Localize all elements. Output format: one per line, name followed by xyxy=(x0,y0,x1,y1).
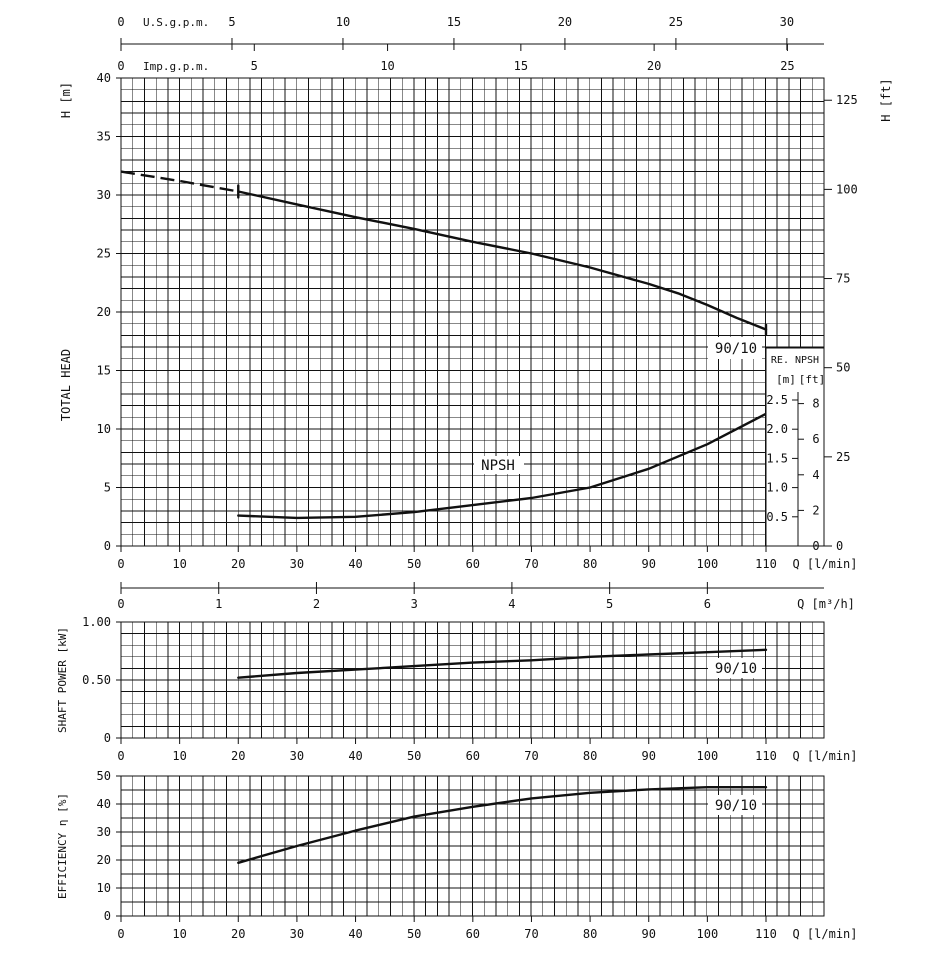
power-curve xyxy=(238,650,766,678)
eff-x-axis-label: Q [l/min] xyxy=(792,927,858,941)
eff-y-tick-label: 40 xyxy=(96,797,111,811)
y-tick-label: 20 xyxy=(96,305,111,319)
power-x-tick-label: 100 xyxy=(696,749,719,763)
eff-x-tick-label: 30 xyxy=(289,927,305,941)
head-panel xyxy=(116,78,832,546)
npsh-ft-tick-label: 6 xyxy=(812,432,820,447)
power-x-tick-label: 20 xyxy=(231,749,246,763)
power-x-tick-label: 90 xyxy=(641,749,656,763)
eff-y-tick-label: 30 xyxy=(96,825,111,839)
eff-x-tick-label: 60 xyxy=(465,927,481,941)
eff-x-tick-label: 110 xyxy=(755,927,777,941)
npsh-panel-unit-ft: [ft] xyxy=(798,373,826,386)
eff-y-tick-label: 50 xyxy=(96,769,111,783)
usgpm-tick-label: 30 xyxy=(779,15,795,29)
y-tick-label: 15 xyxy=(96,363,111,378)
eff-x-tick-label: 20 xyxy=(231,927,246,941)
y-ft-tick-label: 50 xyxy=(836,360,851,375)
npsh-m-tick-label: 2.0 xyxy=(766,422,788,437)
m3h-tick-label: 0 xyxy=(117,597,125,611)
x-tick-label: 70 xyxy=(524,557,539,571)
x-axis-label: Q [l/min] xyxy=(792,557,858,571)
y-tick-label: 40 xyxy=(96,71,111,85)
power-x-tick-label: 80 xyxy=(582,749,598,763)
eff-x-tick-label: 40 xyxy=(348,927,363,941)
impgpm-tick-label: 10 xyxy=(380,59,395,73)
y-axis-label-left: H [m] xyxy=(59,81,73,119)
x-tick-label: 10 xyxy=(172,557,187,571)
power-x-tick-label: 110 xyxy=(755,749,777,763)
usgpm-tick-label: 0 xyxy=(117,15,125,29)
eff-x-tick-label: 80 xyxy=(582,927,598,941)
y-ft-tick-label: 100 xyxy=(836,182,858,197)
npsh-curve-label: NPSH xyxy=(481,458,515,474)
power-x-tick-label: 40 xyxy=(348,749,363,763)
x-tick-label: 20 xyxy=(231,557,246,571)
m3h-tick-label: 5 xyxy=(606,597,614,611)
efficiency-curve xyxy=(238,787,766,863)
power-x-tick-label: 10 xyxy=(172,749,187,763)
x-tick-label: 90 xyxy=(641,557,656,571)
power-x-tick-label: 30 xyxy=(289,749,305,763)
x-tick-label: 60 xyxy=(465,557,481,571)
power-x-tick-label: 60 xyxy=(465,749,481,763)
efficiency-curve-label: 90/10 xyxy=(714,798,758,814)
npsh-ft-tick-label: 8 xyxy=(812,396,820,411)
m3h-tick-label: 6 xyxy=(703,597,711,611)
npsh-m-tick-label: 1.0 xyxy=(766,480,788,495)
eff-x-tick-label: 90 xyxy=(641,927,656,941)
usgpm-tick-label: 20 xyxy=(557,15,573,29)
impgpm-tick-label: 20 xyxy=(646,59,662,73)
npsh-ft-tick-label: 2 xyxy=(812,503,820,518)
y-ft-tick-label: 25 xyxy=(836,449,851,464)
power-y-tick-label: 1.00 xyxy=(82,615,111,629)
power-panel xyxy=(116,622,824,744)
usgpm-tick-label: 5 xyxy=(228,15,236,29)
npsh-ft-tick-label: 4 xyxy=(812,467,820,482)
npsh-panel-title: RE. NPSH xyxy=(770,355,820,366)
y-tick-label: 25 xyxy=(96,246,111,261)
flow-unit-scales xyxy=(121,38,824,51)
m3h-tick-label: 4 xyxy=(508,597,516,611)
npsh-panel-unit-m: [m] xyxy=(776,373,796,386)
x-tick-label: 80 xyxy=(582,557,598,571)
shaft-power-label: SHAFT POWER [kW] xyxy=(56,627,69,733)
eff-y-tick-label: 20 xyxy=(96,853,111,867)
x-tick-label: 30 xyxy=(289,557,305,571)
eff-x-tick-label: 100 xyxy=(696,927,719,941)
npsh-m-tick-label: 2.5 xyxy=(766,393,788,407)
npsh-m-tick-label: 0.5 xyxy=(766,509,788,524)
usgpm-tick-label: 10 xyxy=(335,15,351,29)
impgpm-tick-label: 25 xyxy=(780,59,795,73)
x-tick-label: 110 xyxy=(755,557,777,571)
eff-y-tick-label: 0 xyxy=(103,909,111,923)
head-curve xyxy=(238,192,766,330)
y-tick-label: 30 xyxy=(96,188,111,202)
usgpm-tick-label: 25 xyxy=(668,15,684,29)
power-curve-label: 90/10 xyxy=(714,661,758,677)
y-tick-label: 5 xyxy=(103,480,111,495)
x-tick-label: 40 xyxy=(348,557,363,571)
impgpm-label: Imp.g.p.m. xyxy=(143,60,210,73)
impgpm-tick-label: 0 xyxy=(117,59,125,73)
x-tick-label: 50 xyxy=(406,557,422,571)
eff-x-tick-label: 70 xyxy=(524,927,539,941)
y-tick-label: 35 xyxy=(96,129,111,144)
m3h-tick-label: 2 xyxy=(312,597,321,611)
npsh-ft-tick-label: 0 xyxy=(812,539,820,553)
impgpm-tick-label: 5 xyxy=(250,59,258,73)
eff-x-tick-label: 0 xyxy=(117,927,125,941)
power-x-tick-label: 70 xyxy=(524,749,539,763)
y-ft-tick-label: 75 xyxy=(836,271,851,286)
npsh-m-tick-label: 1.5 xyxy=(766,451,788,466)
power-y-tick-label: 0.50 xyxy=(82,673,111,687)
y-tick-label: 0 xyxy=(103,539,111,553)
power-x-tick-label: 50 xyxy=(406,749,422,763)
power-x-tick-label: 0 xyxy=(117,749,125,763)
efficiency-label: EFFICIENCY η [%] xyxy=(56,793,69,899)
eff-x-tick-label: 10 xyxy=(172,927,187,941)
eff-y-tick-label: 10 xyxy=(96,881,111,895)
y-tick-label: 10 xyxy=(96,422,111,436)
head-curve-label: 90/10 xyxy=(714,341,758,357)
y-ft-tick-label: 0 xyxy=(836,539,844,553)
m3h-axis-label: Q [m³/h] xyxy=(797,597,855,611)
x-tick-label: 0 xyxy=(117,557,125,571)
impgpm-tick-label: 15 xyxy=(513,59,529,73)
power-y-tick-label: 0 xyxy=(103,731,111,745)
usgpm-label: U.S.g.p.m. xyxy=(143,16,210,29)
x-tick-label: 100 xyxy=(696,557,719,571)
y-axis-label-right: H [ft] xyxy=(879,78,893,122)
usgpm-tick-label: 15 xyxy=(446,15,462,29)
eff-x-tick-label: 50 xyxy=(406,927,422,941)
total-head-label: TOTAL HEAD xyxy=(59,348,73,422)
y-ft-tick-label: 125 xyxy=(836,93,858,108)
m3h-tick-label: 1 xyxy=(215,597,223,611)
power-x-axis-label: Q [l/min] xyxy=(792,749,858,763)
m3h-tick-label: 3 xyxy=(410,597,418,611)
